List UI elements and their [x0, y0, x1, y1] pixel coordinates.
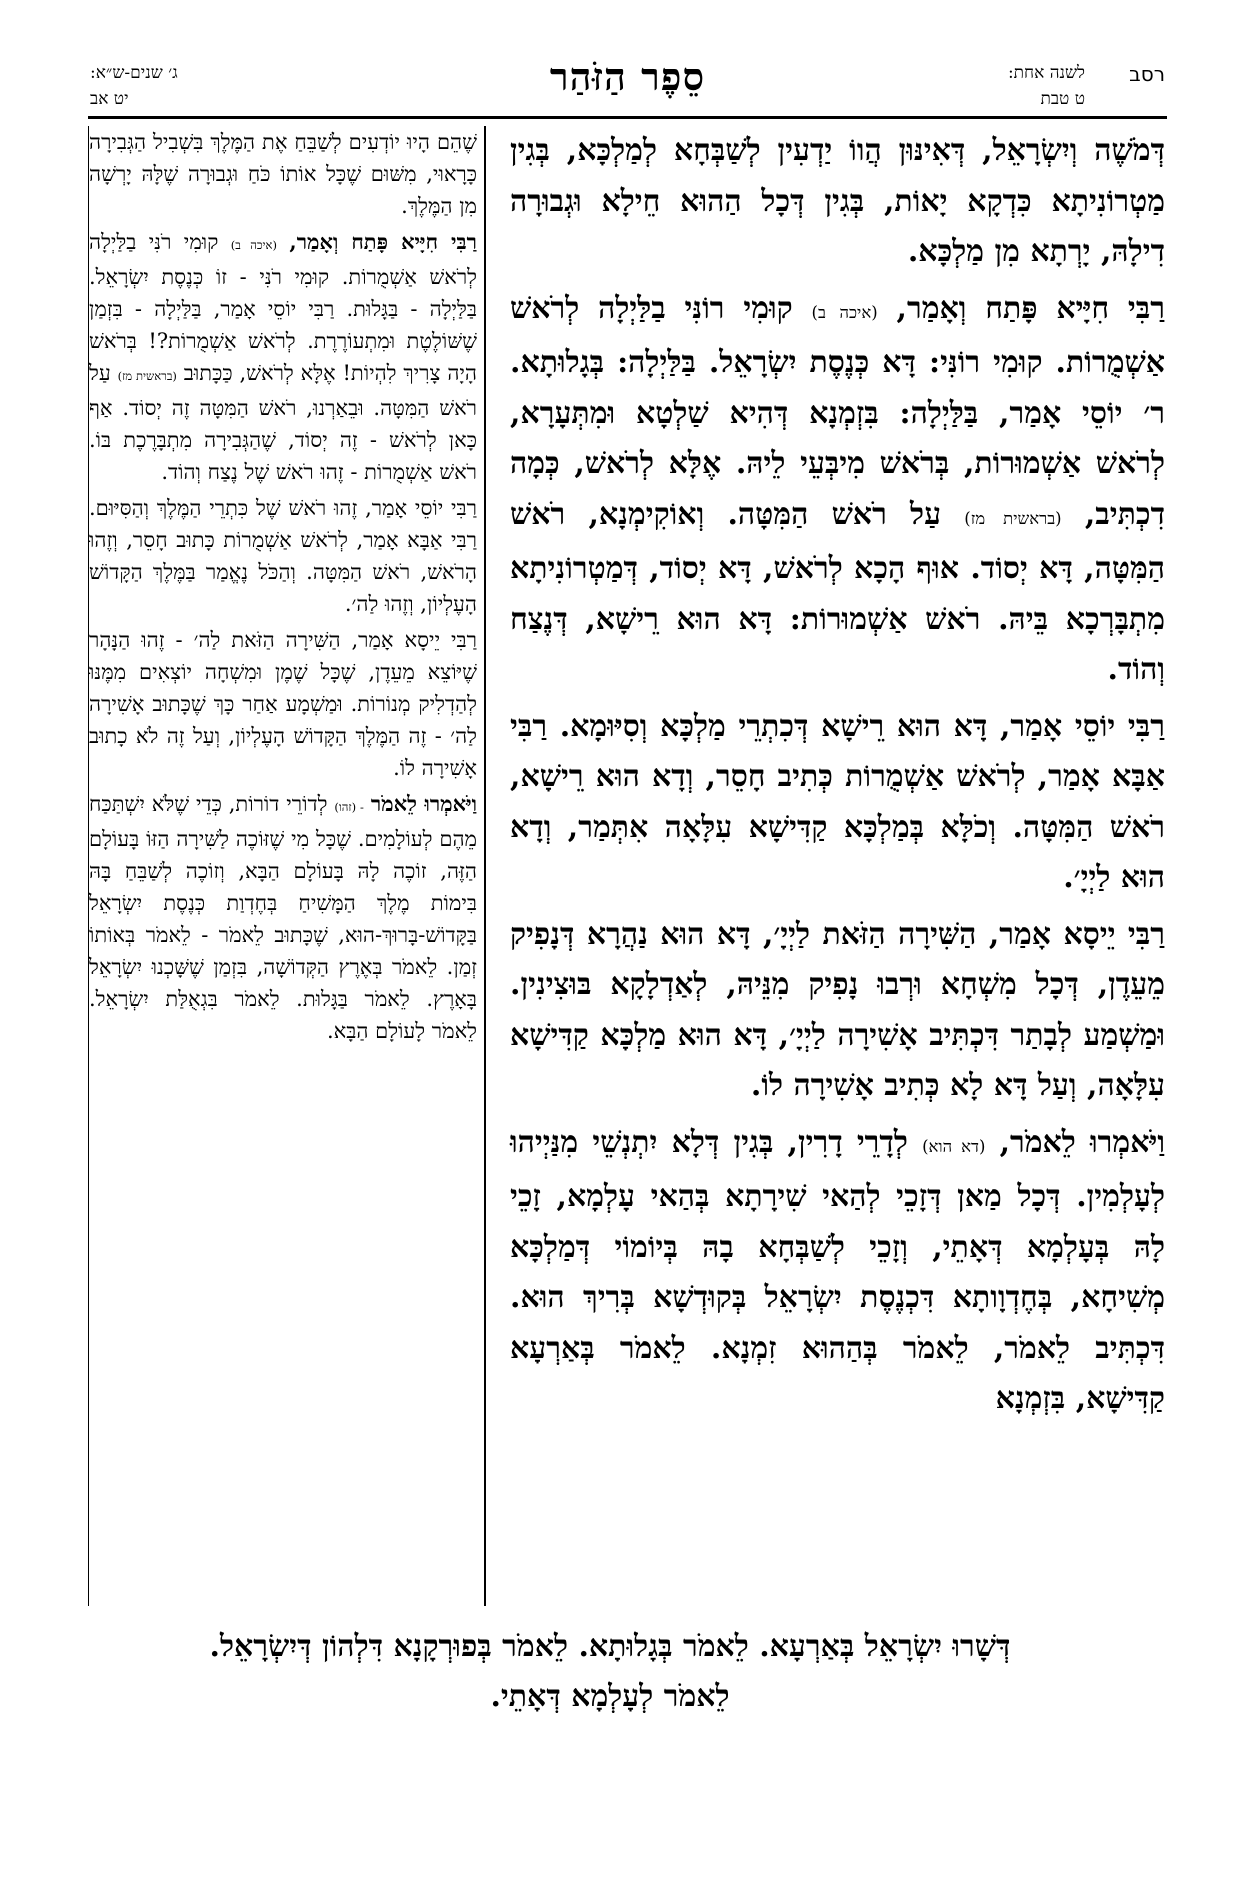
source-citation: - (זהו) — [334, 800, 364, 814]
reading-schedule-three-years — [90, 60, 178, 112]
source-citation: (דא הוא) — [922, 1136, 986, 1156]
main-paragraph — [510, 284, 1165, 696]
column-divider — [484, 126, 486, 1606]
paragraph-lead: רַבִּי חִיָּיא פָּתַח וְאָמַר, — [289, 229, 477, 254]
book-title: סֵפֶר הַזֹּהַר — [549, 54, 706, 99]
main-paragraph-text: רַבִּי יוֹסֵי אָמַר, דָּא הוּא רֵישָׁא דְּכִתְרֵי מַלְכָּא וְסִיּוּמָא. רַבִּי אַבָּא אָמַר, לְרֹאשׁ אַשְׁמֻרוֹת כְּתִיב חָסֵר, וְדָא הוּא רֵישָׁא, רֹאשׁ הַמִּטָּה. וְכֹלָּא בְּמַלְכָּא קַדִּישָׁא עִלָּאָה אִתְּמַר, וְדָא הוּא לַיְיָ׳. — [510, 708, 1165, 895]
schedule-label-three-years: ג׳ שנים-ש״א: — [90, 63, 178, 83]
translation-text: עַל רֹאשׁ הַמִּטָּה. וּבֵאַרְנוּ, רֹאשׁ הַמִּטָּה זֶה יְסוֹד. אַף כָּאן לְרֹאשׁ - זֶה יְסוֹד, שֶׁהַגְּבִירָה מִתְבָּרֶכֶת בּוֹ. רֹאשׁ אַשְׁמֻרוֹת - זֶהוּ רֹאשׁ שֶׁל נֶצַח וְהוֹד. — [89, 361, 477, 484]
translation-text: רַבִּי יוֹסֵי אָמַר, זֶהוּ רֹאשׁ שֶׁל כִּתְרֵי הַמֶּלֶךְ וְהַסִּיּוּם. רַבִּי אַבָּא אָמַר, לְרֹאשׁ אַשְׁמֻרוֹת כָּתוּב חָסֵר, וְזֶהוּ הָרֹאשׁ, רֹאשׁ הַמִּטָּה. וְהַכֹּל נֶאֱמַר בַּמֶּלֶךְ הַקָּדוֹשׁ הָעֶלְיוֹן, וְזֶהוּ לַה׳. — [89, 496, 477, 616]
page-header — [90, 54, 1165, 118]
schedule-label-one-year: לשנה אחת: — [1007, 63, 1085, 83]
main-paragraph-text: לְדָרֵי דָרִין, בְּגִין דְּלָא יִתְנְשֵׁי מִנַּיְיהוּ לְעָלְמִין. דְּכָל מַאן דְּזָכֵי לְהַאי שִׁירָתָא בְּהַאי עָלְמָא, זָכֵי לָהּ בְּעָלְמָא דְּאָתֵי, וְזָכֵי לְשַׁבְּחָא בָהּ בְּיוֹמוֹי דְּמַלְכָּא מְשִׁיחָא, בְּחֶדְוָותָא דִּכְנֶסֶת יִשְׂרָאֵל בְּקוּדְשָׁא בְּרִיךְ הוּא. דִּכְתִּיב לֵאמֹר, לֵאמֹר בְּהַהוּא זִמְנָא. לֵאמֹר בְּאַרְעָא קַדִּישָׁא, בִּזְמְנָא — [510, 1124, 1165, 1416]
main-paragraph-text: רַבִּי יֵיסָא אָמַר, הַשִּׁירָה הַזֹּאת לַיְיָ׳, דָּא הוּא נַהֲרָא דְּנָפִיק מֵעֵדֶן, דְּכָל מִשְׁחָא וּרְבוּ נָפִיק מִנֵּיהּ, לְאַדְלָקָא בּוּצִינִין. וּמַשְׁמַע לְבָתַר דִּכְתִּיב אָשִׁירָה לַיְיָ׳, דָּא הוּא מַלְכָּא קַדִּישָׁא עִלָּאָה, וְעַל דָּא לָא כְּתִיב אָשִׁירָה לוֹ. — [510, 916, 1165, 1103]
translation-text: לְדוֹרֵי דוֹרוֹת, כְּדֵי שֶׁלֹּא יִשְׁתַּכַּח מֵהֶם לְעוֹלָמִים. שֶׁכָּל מִי שֶׁזּוֹכֶה לַשִּׁירָה הַזּוֹ בָּעוֹלָם הַזֶּה, זוֹכֶה לָהּ בָּעוֹלָם הַבָּא, וְזוֹכֶה לְשַׁבֵּחַ בָּהּ בִּימוֹת מֶלֶךְ הַמָּשִׁיחַ בְּחֶדְוַת כְּנֶסֶת יִשְׂרָאֵל בַּקָּדוֹשׁ-בָּרוּךְ-הוּא, שֶׁכָּתוּב לֵאמֹר - לֵאמֹר בְּאוֹתוֹ זְמַן. לֵאמֹר בְּאֶרֶץ הַקְּדוֹשָׁה, בִּזְמַן שֶׁשָּׁכְנוּ יִשְׂרָאֵל בָּאָרֶץ. לֵאמֹר בַּגָּלוּת. לֵאמֹר בִּגְאֻלַּת יִשְׂרָאֵל. לֵאמֹר לָעוֹלָם הַבָּא. — [89, 792, 477, 1043]
paragraph-lead: וַיֹּאמְרוּ לֵאמֹר — [370, 791, 477, 816]
paragraph-lead: רַבִּי חִיָּיא פָּתַח וְאָמַר, — [896, 290, 1165, 326]
translation-paragraph — [89, 788, 477, 1047]
main-paragraph-text: דְּמֹשֶׁה וְיִשְׂרָאֵל, דְּאִינּוּן הֲווֹ יַדְעִין לְשַׁבְּחָא לְמַלְכָּא, בְּגִין מַטְרוֹנִיתָא כִּדְקָא יָאוֹת, בְּגִין דְּכָל הַהוּא חֵילָא וּגְבוּרָה דִילָהּ, יָרְתָא מִן מַלְכָּא. — [510, 133, 1165, 269]
translation-paragraph — [89, 624, 477, 784]
source-citation: (בראשית מז) — [117, 369, 177, 383]
main-paragraph-text: קוּמִי רוֹנִּי בַלַּיְלָה לְרֹאשׁ אַשְׁמֻרוֹת. קוּמִי רוֹנִּי: דָּא כְּנֶסֶת יִשְׂרָאֵל. בַּלַּיְלָה: בְּגָלוּתָא. ר׳ יוֹסֵי אָמַר, בַּלַּיְלָה: בִּזְמְנָא דְּהִיא שַׁלְטָא וּמִתְּעָרָא, לְרֹאשׁ אַשְׁמוּרוֹת, בְּרֹאשׁ מִיבְּעֵי לֵיהּ. אֶלָּא לְרֹאשׁ, כְּמָה דִכְתִּיב, — [510, 290, 1165, 532]
translation-text: שֶׁהֵם הָיוּ יוֹדְעִים לְשַׁבֵּחַ אֶת הַמֶּלֶךְ בִּשְׁבִיל הַגְּבִירָה כָּרָאוּי, מִשּׁוּם שֶׁכָּל אוֹתוֹ כֹּחַ וּגְבוּרָה שֶׁלָּהּ יָרְשָׁה מִן הַמֶּלֶךְ. — [89, 130, 477, 218]
aramaic-main-text — [510, 126, 1165, 1626]
page-number: רסב — [1129, 62, 1165, 86]
closing-line: לֵאמֹר לְעָלְמָא דְּאָתֵי. — [490, 1679, 730, 1714]
translation-text: קוּמִי רֹנִּי בַלַּיְלָה לְרֹאשׁ אַשְׁמֻרוֹת. קוּמִי רֹנִּי - זוֹ כְּנֶסֶת יִשְׂרָאֵל. בַּלַּיְלָה - בַּגָּלוּת. רַבִּי יוֹסֵי אָמַר, בַּלַּיְלָה - בִּזְמַן שֶׁשּׁוֹלֶטֶת וּמִתְעוֹרֶרֶת. לְרֹאשׁ אַשְׁמֻרוֹת?! בְּרֹאשׁ הָיָה צָרִיךְ לִהְיוֹת! אֶלָּא לְרֹאשׁ, כַּכָּתוּב — [89, 230, 477, 385]
translation-paragraph — [89, 226, 477, 488]
paragraph-lead: וַיֹּאמְרוּ לֵאמֹר, — [999, 1124, 1166, 1160]
main-paragraph — [510, 702, 1165, 904]
translation-paragraph — [89, 492, 477, 620]
source-citation: (בראשית מז) — [964, 508, 1062, 528]
main-paragraph — [510, 1118, 1165, 1425]
main-paragraph — [510, 910, 1165, 1112]
main-paragraph — [510, 126, 1165, 278]
source-citation: (איכה ב) — [230, 238, 277, 252]
translation-text: רַבִּי יֵיסָא אָמַר, הַשִּׁירָה הַזֹּאת לַה׳ - זֶהוּ הַנָּהָר שֶׁיּוֹצֵא מֵעֵדֶן, שֶׁכָּל שֶׁמֶן וּמִשְׁחָה יוֹצְאִים מִמֶּנּוּ לְהַדְלִיק מְנוֹרוֹת. וּמַשְׁמָע אַחַר כָּךְ שֶׁכָּתוּב אָשִׁירָה לַה׳ - זֶה הַמֶּלֶךְ הַקָּדוֹשׁ הָעֶלְיוֹן, וְעַל זֶה לֹא כָתוּב אָשִׁירָה לוֹ. — [89, 628, 477, 780]
source-citation: (איכה ב) — [811, 302, 878, 322]
hebrew-translation-column — [88, 126, 477, 1606]
main-text-closing-lines — [60, 1622, 1160, 1722]
header-rule — [88, 116, 1167, 119]
translation-paragraph — [89, 126, 477, 222]
schedule-date-three-years: יט אב — [90, 89, 129, 109]
schedule-date-one-year: ט טבת — [1040, 89, 1085, 109]
main-paragraph-text: עַל רֹאשׁ הַמִּטָּה. וְאוֹקִימְנָא, רֹאשׁ הַמִּטָּה, דָּא יְסוֹד. אוּף הָכָא לְרֹאשׁ, דָּא יְסוֹד, דְּמַטְרוֹנִיתָא מִתְבָּרְכָא בֵּיהּ. רֹאשׁ אַשְׁמוּרוֹת: דָּא הוּא רֵישָׁא, דְּנֶצַח וְהוֹד. — [510, 496, 1165, 687]
closing-line: דְּשָׁרוּ יִשְׂרָאֵל בְּאַרְעָא. לֵאמֹר בְּגָלוּתָא. לֵאמֹר בְּפוּרְקָנָא דִּלְהוֹן דְּיִשְׂרָאֵל. — [209, 1629, 1011, 1664]
